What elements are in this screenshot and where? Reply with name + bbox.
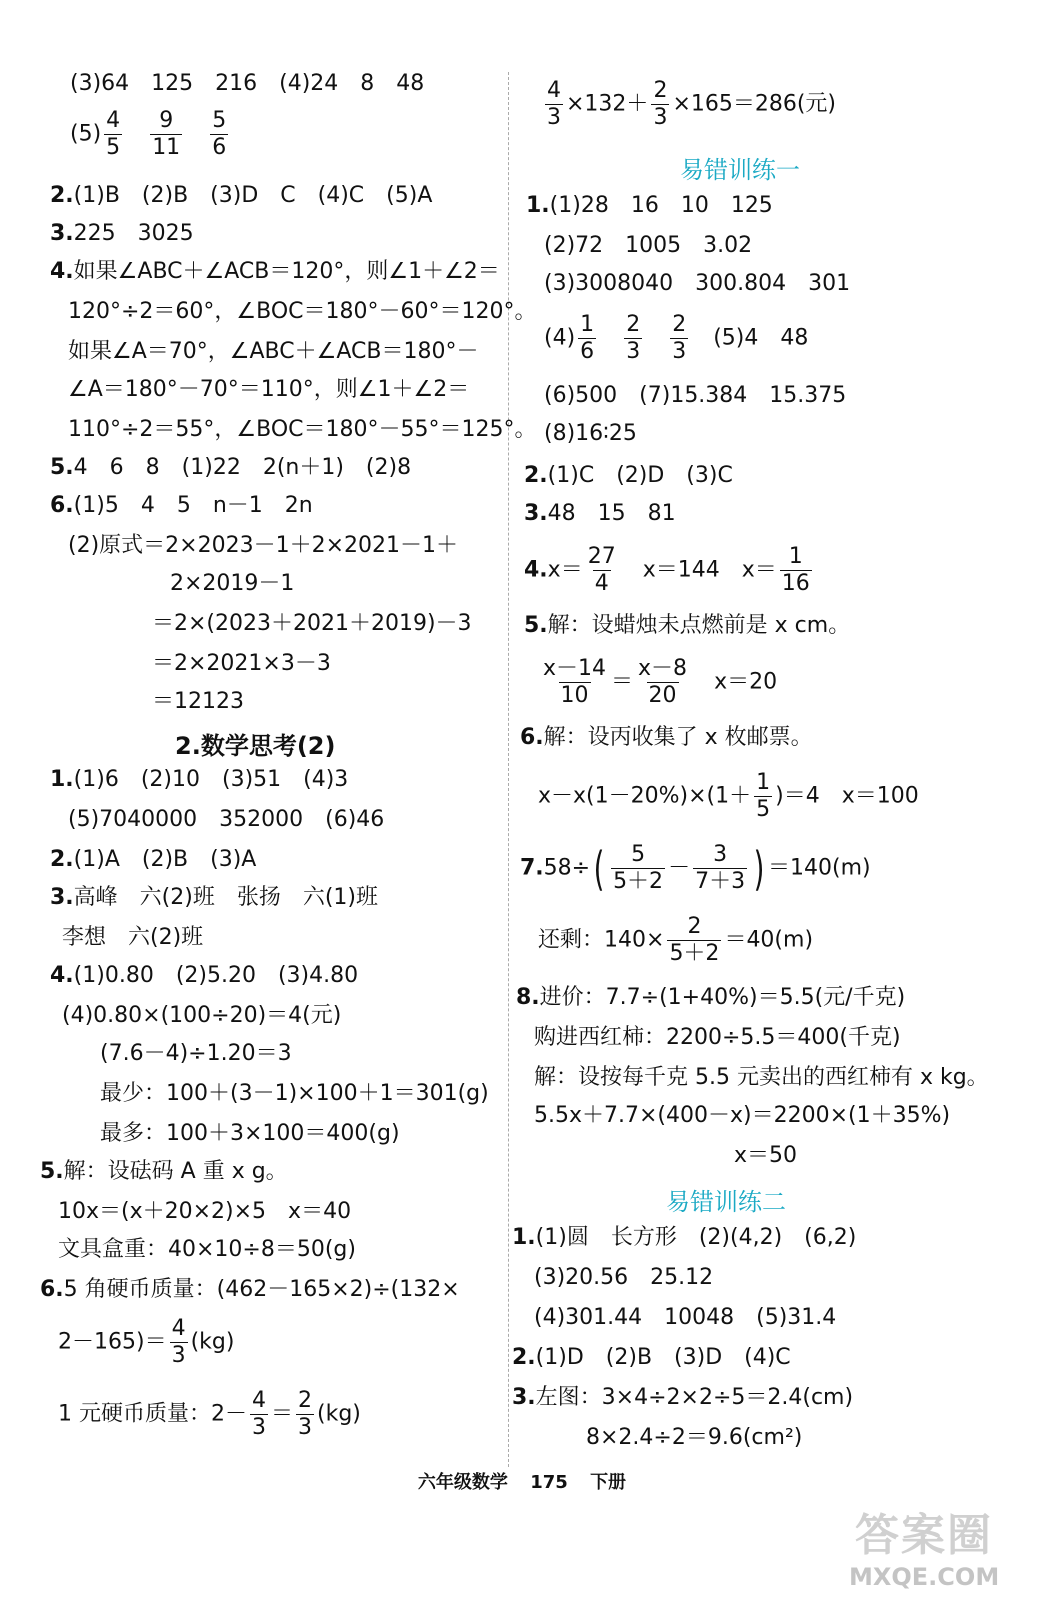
question-6 xyxy=(50,492,313,520)
denominator: 3 xyxy=(252,1415,266,1440)
answer-line: (6)500 (7)15.384 15.375 xyxy=(544,383,847,408)
numerator: 1 xyxy=(580,312,595,337)
answer-line: x＝50 xyxy=(734,1143,798,1168)
numerator: 5 xyxy=(631,842,646,867)
fraction xyxy=(667,914,721,967)
numerator: 4 xyxy=(106,108,121,133)
denominator: 3 xyxy=(626,339,641,364)
answer-text: (1)6 (2)10 (3)51 (4)3 xyxy=(73,767,349,792)
denominator: 6 xyxy=(580,339,595,364)
answer-text: 4 6 8 (1)22 2(n＋1) (2)8 xyxy=(73,455,412,480)
answer-line: ∠A＝180°－70°＝110°，则∠1＋∠2＝ xyxy=(68,377,470,402)
question-number: 4. xyxy=(50,259,74,284)
answer-text: (1)A (2)B (3)A xyxy=(73,847,257,872)
fraction xyxy=(611,842,665,895)
answer-text: x＝ xyxy=(547,557,583,583)
answer-line: 110°÷2＝55°，∠BOC＝180°－55°＝125°。 xyxy=(68,417,537,442)
answer-line: (5)7040000 352000 (6)46 xyxy=(68,807,385,832)
answer-line xyxy=(538,656,777,709)
numerator: x－14 xyxy=(543,656,607,681)
denominator: 5＋2 xyxy=(669,941,720,966)
fraction xyxy=(651,78,669,131)
page-footer xyxy=(0,1468,1044,1494)
denominator: 3 xyxy=(672,339,687,364)
question-7 xyxy=(520,842,871,895)
answer-text: 1 元硬币质量：2－ xyxy=(58,1401,247,1427)
answer-line: 120°÷2＝60°，∠BOC＝180°－60°＝120°。 xyxy=(68,299,537,324)
fraction xyxy=(250,1388,268,1441)
question-3 xyxy=(512,1384,853,1412)
question-number: 6. xyxy=(520,725,544,750)
answer-line xyxy=(542,78,836,131)
answer-line: (3)3008040 300.804 301 xyxy=(544,271,851,296)
denominator: 5＋2 xyxy=(613,869,664,894)
question-3 xyxy=(524,500,676,528)
column-divider xyxy=(508,72,509,1467)
question-5 xyxy=(40,1158,288,1186)
answer-line xyxy=(538,770,919,823)
answer-line: (7.6－4)÷1.20＝3 xyxy=(100,1041,292,1066)
answer-text: (1)B (2)B (3)D C (4)C (5)A xyxy=(73,183,433,208)
answer-text: 58÷ xyxy=(543,855,591,881)
numerator: 4 xyxy=(171,1316,186,1341)
question-4 xyxy=(50,258,500,286)
answer-line: 2×2019－1 xyxy=(170,571,295,596)
denominator: 6 xyxy=(212,135,227,160)
question-8 xyxy=(516,984,905,1012)
answer-text: 进价：7.7÷(1+40%)＝5.5(元/千克) xyxy=(539,985,906,1010)
numerator: 2 xyxy=(672,312,687,337)
answer-text: x＝144 x＝ xyxy=(642,557,777,583)
watermark-text: 答案圈 xyxy=(855,1510,993,1561)
denominator: 5 xyxy=(106,135,121,160)
question-number: 1. xyxy=(50,767,74,792)
numerator: 1 xyxy=(788,544,803,569)
answer-text: ＝140(m) xyxy=(768,855,871,881)
answer-text: (1)圆 长方形 (2)(4,2) (6,2) xyxy=(535,1225,857,1250)
answer-text: (1)5 4 5 n－1 2n xyxy=(73,493,313,518)
section-title: 2.数学思考(2) xyxy=(175,732,336,760)
fraction xyxy=(150,108,182,161)
question-5 xyxy=(50,454,411,482)
question-number: 2. xyxy=(524,463,548,488)
answer-text: x＝20 xyxy=(714,669,778,695)
answer-line: (8)16∶25 xyxy=(544,421,637,446)
denominator: 3 xyxy=(653,105,668,130)
numerator: 5 xyxy=(212,108,227,133)
question-number: 4. xyxy=(524,557,548,583)
question-number: 6. xyxy=(40,1277,64,1302)
question-number: 3. xyxy=(50,885,74,910)
numerator: 9 xyxy=(159,108,174,133)
fraction xyxy=(624,312,642,365)
denominator: 5 xyxy=(756,797,771,822)
question-3 xyxy=(50,884,378,912)
question-6 xyxy=(40,1276,460,1304)
question-number: 3. xyxy=(50,221,74,246)
question-6 xyxy=(520,724,813,752)
answer-line xyxy=(70,108,231,161)
numerator: 4 xyxy=(252,1388,266,1413)
denominator: 10 xyxy=(560,683,589,708)
denominator: 7＋3 xyxy=(695,869,746,894)
answer-line xyxy=(544,312,808,365)
minus-sign: － xyxy=(668,855,691,881)
fraction xyxy=(586,544,618,597)
numerator: 4 xyxy=(547,78,561,103)
answer-text: (1)28 16 10 125 xyxy=(549,193,773,218)
denominator: 20 xyxy=(648,683,677,708)
answer-line: (3)64 125 216 (4)24 8 48 xyxy=(70,71,425,96)
answer-text: (1)0.80 (2)5.20 (3)4.80 xyxy=(73,963,359,988)
numerator: 2 xyxy=(626,312,641,337)
numerator: 2 xyxy=(298,1388,313,1413)
question-number: 5. xyxy=(40,1159,64,1184)
answer-text: 如果∠ABC＋∠ACB＝120°，则∠1＋∠2＝ xyxy=(73,259,500,284)
equals-sign: ＝ xyxy=(271,1401,294,1427)
answer-line: 购进西红柿：2200÷5.5＝400(千克) xyxy=(534,1025,901,1050)
fraction xyxy=(210,108,228,161)
question-2 xyxy=(50,182,432,210)
question-3 xyxy=(50,220,194,248)
question-number: 4. xyxy=(50,963,74,988)
answer-label: (4) xyxy=(544,325,576,351)
fraction xyxy=(780,544,812,597)
answer-line: 8×2.4÷2＝9.6(cm²) xyxy=(586,1425,803,1450)
numerator: 1 xyxy=(756,770,771,795)
answer-text: 解：设蜡烛未点燃前是 x cm。 xyxy=(547,613,851,638)
answer-text: ×165＝286(元) xyxy=(672,91,837,117)
answer-line: 最多：100＋3×100＝400(g) xyxy=(100,1121,400,1146)
answer-line: 如果∠A＝70°，∠ABC＋∠ACB＝180°－ xyxy=(68,339,479,364)
denominator: 11 xyxy=(152,135,181,160)
answer-line: 5.5x＋7.7×(400－x)＝2200×(1＋35%) xyxy=(534,1103,951,1128)
fraction xyxy=(636,656,689,709)
question-number: 8. xyxy=(516,985,540,1010)
answer-line: ＝2×2021×3－3 xyxy=(152,651,331,676)
denominator: 3 xyxy=(547,105,561,130)
denominator: 3 xyxy=(171,1343,186,1368)
unit: (kg) xyxy=(317,1401,361,1427)
answer-line: 10x＝(x＋20×2)×5 x＝40 xyxy=(58,1199,352,1224)
answer-line xyxy=(538,914,813,967)
question-1 xyxy=(512,1224,856,1252)
question-number: 3. xyxy=(524,501,548,526)
answer-line: 最少：100＋(3－1)×100＋1＝301(g) xyxy=(100,1081,489,1106)
answer-line xyxy=(58,1316,234,1369)
section-title: 易错训练二 xyxy=(666,1188,786,1216)
answer-text: ×132＋ xyxy=(566,91,649,117)
fraction xyxy=(296,1388,314,1441)
answer-text: 解：设砝码 A 重 x g。 xyxy=(63,1159,288,1184)
numerator: 3 xyxy=(713,842,728,867)
equals-sign: ＝ xyxy=(611,669,634,695)
fraction xyxy=(754,770,772,823)
fraction xyxy=(104,108,122,161)
right-paren: ) xyxy=(753,841,765,896)
question-number: 7. xyxy=(520,855,544,881)
left-paren: ( xyxy=(593,841,605,896)
answer-text: (1)C (2)D (3)C xyxy=(547,463,733,488)
question-number: 5. xyxy=(50,455,74,480)
denominator: 4 xyxy=(594,571,609,596)
denominator: 16 xyxy=(781,571,810,596)
answer-line: 解：设按每千克 5.5 元卖出的西红柿有 x kg。 xyxy=(534,1065,989,1090)
answer-line: (2)72 1005 3.02 xyxy=(544,233,753,258)
footer-grade: 六年级数学 xyxy=(417,1472,508,1493)
watermark-url: MXQE.COM xyxy=(849,1563,1000,1591)
answer-text: 左图：3×4÷2×2÷5＝2.4(cm) xyxy=(535,1385,854,1410)
answer-line: (4)0.80×(100÷20)＝4(元) xyxy=(62,1003,342,1028)
footer-volume: 下册 xyxy=(590,1472,627,1493)
denominator: 3 xyxy=(298,1415,313,1440)
numerator: 27 xyxy=(587,544,616,569)
fraction xyxy=(541,656,608,709)
question-2 xyxy=(50,846,256,874)
answer-text: 还剩：140× xyxy=(538,927,665,953)
answer-text: 2－165)＝ xyxy=(58,1329,167,1355)
answer-text: ＝40(m) xyxy=(724,927,814,953)
answer-line: (4)301.44 10048 (5)31.4 xyxy=(534,1305,837,1330)
question-1 xyxy=(526,192,773,220)
question-number: 2. xyxy=(50,847,74,872)
unit: (kg) xyxy=(190,1329,235,1355)
answer-text: 5 角硬币质量：(462－165×2)÷(132× xyxy=(63,1277,460,1302)
question-2 xyxy=(512,1344,791,1372)
question-number: 6. xyxy=(50,493,74,518)
fraction xyxy=(545,78,563,131)
watermark-logo xyxy=(845,1497,1035,1597)
answer-text: 48 15 81 xyxy=(547,501,676,526)
question-number: 2. xyxy=(512,1345,536,1370)
answer-text: 高峰 六(2)班 张扬 六(1)班 xyxy=(73,885,378,910)
numerator: 2 xyxy=(653,78,668,103)
fraction xyxy=(170,1316,188,1369)
answer-text: (5)4 48 xyxy=(713,325,809,351)
numerator: 2 xyxy=(687,914,702,939)
answer-line: 李想 六(2)班 xyxy=(62,925,204,950)
page-number: 175 xyxy=(530,1472,568,1493)
answer-text: (1)D (2)B (3)D (4)C xyxy=(535,1345,791,1370)
fraction xyxy=(670,312,688,365)
answer-line: ＝12123 xyxy=(152,689,244,714)
question-4 xyxy=(50,962,358,990)
answer-text: 225 3025 xyxy=(73,221,194,246)
answer-text: )＝4 x＝100 xyxy=(775,783,919,809)
answer-line: 文具盒重：40×10÷8＝50(g) xyxy=(58,1237,356,1262)
question-number: 1. xyxy=(512,1225,536,1250)
answer-line: (2)原式＝2×2023－1＋2×2021－1＋ xyxy=(68,533,458,558)
answer-text: x－x(1－20%)×(1＋ xyxy=(538,783,752,809)
numerator: x－8 xyxy=(638,656,688,681)
answer-line xyxy=(58,1388,361,1441)
question-number: 2. xyxy=(50,183,74,208)
answer-label: (5) xyxy=(70,121,102,147)
question-number: 3. xyxy=(512,1385,536,1410)
question-number: 1. xyxy=(526,193,550,218)
answer-line: ＝2×(2023＋2021＋2019)－3 xyxy=(152,611,472,636)
answer-text: 解：设丙收集了 x 枚邮票。 xyxy=(543,725,813,750)
question-2 xyxy=(524,462,733,490)
question-4 xyxy=(524,544,815,597)
question-number: 5. xyxy=(524,613,548,638)
answer-line: (3)20.56 25.12 xyxy=(534,1265,714,1290)
fraction xyxy=(693,842,747,895)
fraction xyxy=(578,312,596,365)
section-title: 易错训练一 xyxy=(680,156,800,184)
question-5 xyxy=(524,612,850,640)
question-1 xyxy=(50,766,348,794)
